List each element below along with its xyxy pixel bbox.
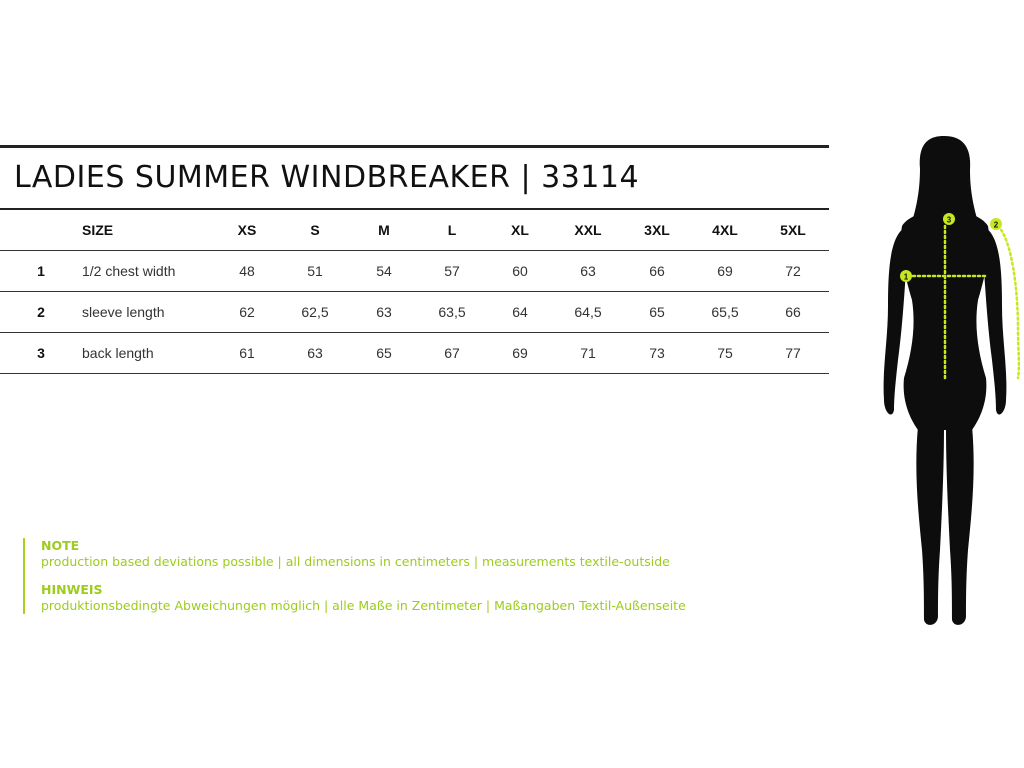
row-number: 1 bbox=[37, 263, 45, 279]
table-cell: 62 bbox=[239, 304, 255, 320]
note-heading-de: HINWEIS bbox=[41, 582, 103, 597]
size-col-header: 3XL bbox=[644, 222, 670, 238]
table-cell: 69 bbox=[717, 263, 733, 279]
marker-label: 3 bbox=[946, 215, 952, 225]
size-col-header: S bbox=[310, 222, 320, 238]
body-silhouette bbox=[884, 136, 1007, 625]
table-cell: 62,5 bbox=[301, 304, 329, 320]
table-cell: 65 bbox=[376, 345, 392, 361]
note-block bbox=[23, 538, 686, 614]
table-cell: 64,5 bbox=[574, 304, 602, 320]
page-title: LADIES SUMMER WINDBREAKER | 33114 bbox=[14, 160, 640, 195]
note-text-de: produktionsbedingte Abweichungen möglich | alle Maße in Zentimeter | Maßangaben Textil-Außenseite bbox=[41, 598, 686, 613]
table-row-sleeve-length bbox=[0, 292, 829, 333]
row-label: 1/2 chest width bbox=[82, 263, 176, 279]
table-cell: 75 bbox=[717, 345, 733, 361]
size-col-header: XL bbox=[511, 222, 529, 238]
table-cell: 72 bbox=[785, 263, 801, 279]
size-col-header: XXL bbox=[574, 222, 602, 238]
size-col-header: L bbox=[447, 222, 457, 238]
top-rule bbox=[0, 145, 829, 148]
size-col-header: M bbox=[378, 222, 390, 238]
row-label: sleeve length bbox=[82, 304, 165, 320]
table-cell: 66 bbox=[649, 263, 665, 279]
table-cell: 65 bbox=[649, 304, 665, 320]
row-number: 2 bbox=[37, 304, 45, 320]
table-cell: 63 bbox=[376, 304, 392, 320]
note-text-en: production based deviations possible | all dimensions in centimeters | measurements textile-outside bbox=[41, 554, 670, 569]
marker-label: 2 bbox=[993, 220, 999, 230]
size-table bbox=[0, 210, 829, 374]
table-cell: 69 bbox=[512, 345, 528, 361]
table-header-row bbox=[0, 210, 829, 251]
table-cell: 67 bbox=[444, 345, 460, 361]
marker-3 bbox=[943, 213, 955, 225]
table-row-back-length bbox=[0, 333, 829, 374]
size-header: SIZE bbox=[82, 222, 114, 238]
table-cell: 48 bbox=[239, 263, 255, 279]
size-col-header: 4XL bbox=[712, 222, 738, 238]
note-heading-en: NOTE bbox=[41, 538, 80, 553]
table-row-chest-width bbox=[0, 251, 829, 292]
table-cell: 63 bbox=[580, 263, 596, 279]
marker-label: 1 bbox=[903, 272, 909, 282]
row-label: back length bbox=[82, 345, 154, 361]
marker-1 bbox=[900, 270, 912, 282]
measurement-figure bbox=[860, 130, 1020, 640]
table-cell: 51 bbox=[307, 263, 323, 279]
table-cell: 71 bbox=[580, 345, 596, 361]
row-number: 3 bbox=[37, 345, 45, 361]
table-cell: 63,5 bbox=[438, 304, 466, 320]
size-col-header: XS bbox=[237, 222, 257, 238]
table-cell: 57 bbox=[444, 263, 460, 279]
table-cell: 66 bbox=[785, 304, 801, 320]
table-cell: 64 bbox=[512, 304, 528, 320]
table-cell: 63 bbox=[307, 345, 323, 361]
table-cell: 73 bbox=[649, 345, 665, 361]
table-cell: 54 bbox=[376, 263, 392, 279]
table-cell: 60 bbox=[512, 263, 528, 279]
table-cell: 77 bbox=[785, 345, 801, 361]
size-col-header: 5XL bbox=[780, 222, 806, 238]
table-cell: 65,5 bbox=[711, 304, 739, 320]
table-cell: 61 bbox=[239, 345, 255, 361]
marker-2 bbox=[990, 218, 1002, 230]
